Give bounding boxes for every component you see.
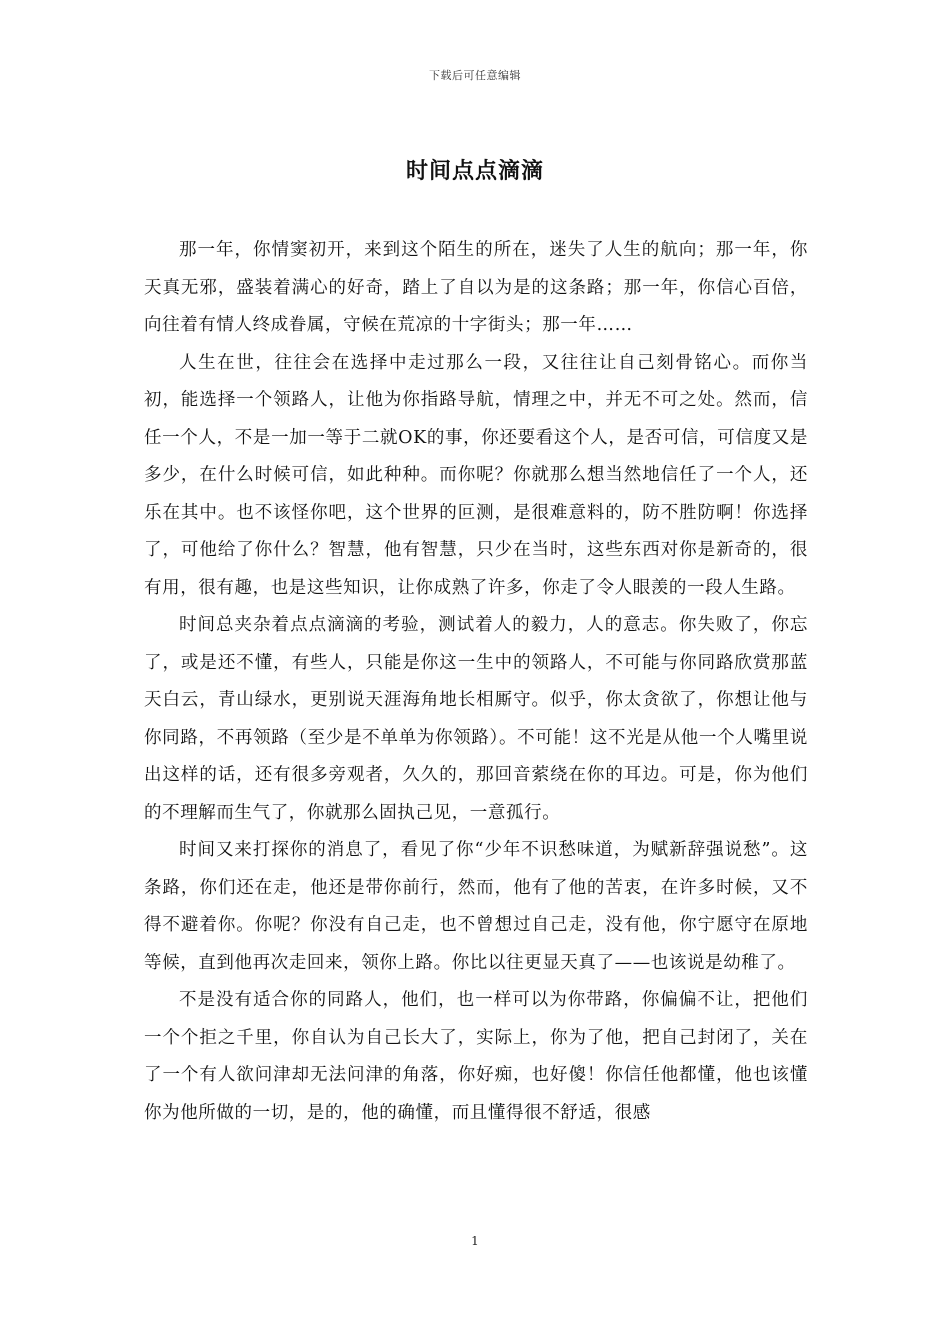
header-note: 下载后可任意编辑 [429, 69, 521, 82]
article-body [144, 232, 808, 1132]
paragraph: 时间又来打探你的消息了，看见了你“少年不识愁味道，为赋新辞强说愁”。这条路，你们还在走，他还是带你前行，然而，他有了他的苦衷，在许多时候，又不得不避着你。你呢？你没有自己走，也不曾想过自己走，没有他，你宁愿守在原地等候，直到他再次走回来，领你上路。你比以往更显天真了——也该说是幼稚了。 [144, 840, 808, 973]
paragraph: 时间总夹杂着点点滴滴的考验，测试着人的毅力，人的意志。你失败了，你忘了，或是还不懂，有些人，只能是你这一生中的领路人，不可能与你同路欣赏那蓝天白云，青山绿水，更别说天涯海角地长相厮守。似乎，你太贪欲了，你想让他与你同路，不再领路（至少是不单单为你领路）。不可能！这不光是从他一个人嘴里说出这样的话，还有很多旁观者，久久的，那回音萦绕在你的耳边。可是，你为他们的不理解而生气了，你就那么固执己见，一意孤行。 [144, 615, 808, 823]
paragraph: 那一年，你情窦初开，来到这个陌生的所在，迷失了人生的航向；那一年，你天真无邪，盛装着满心的好奇，踏上了自以为是的这条路；那一年，你信心百倍，向往着有情人终成眷属，守候在荒凉的十字街头；那一年…… [144, 240, 808, 335]
paragraph: 人生在世，往往会在选择中走过那么一段，又往往让自己刻骨铭心。而你当初，能选择一个领路人，让他为你指路导航，情理之中，并无不可之处。然而，信任一个人，不是一加一等于二就OK的事，你还要看这个人，是否可信，可信度又是多少，在什么时候可信，如此种种。而你呢？你就那么想当然地信任了一个人，还乐在其中。也不该怪你吧，这个世界的叵测，是很难意料的，防不胜防啊！你选择了，可他给了你什么？智慧，他有智慧，只少在当时，这些东西对你是新奇的，很有用，很有趣，也是这些知识，让你成熟了许多，你走了令人眼羡的一段人生路。 [144, 352, 808, 598]
page-title: 时间点点滴滴 [405, 159, 544, 184]
page-number: 1 [471, 1234, 479, 1248]
paragraph: 不是没有适合你的同路人，他们，也一样可以为你带路，你偏偏不让，把他们一个个拒之千里，你自认为自己长大了，实际上，你为了他，把自己封闭了，关在了一个有人欲问津却无法问津的角落，你好痴，也好傻！你信任他都懂，他也该懂你为他所做的一切，是的，他的确懂，而且懂得很不舒适，很感 [144, 990, 808, 1123]
